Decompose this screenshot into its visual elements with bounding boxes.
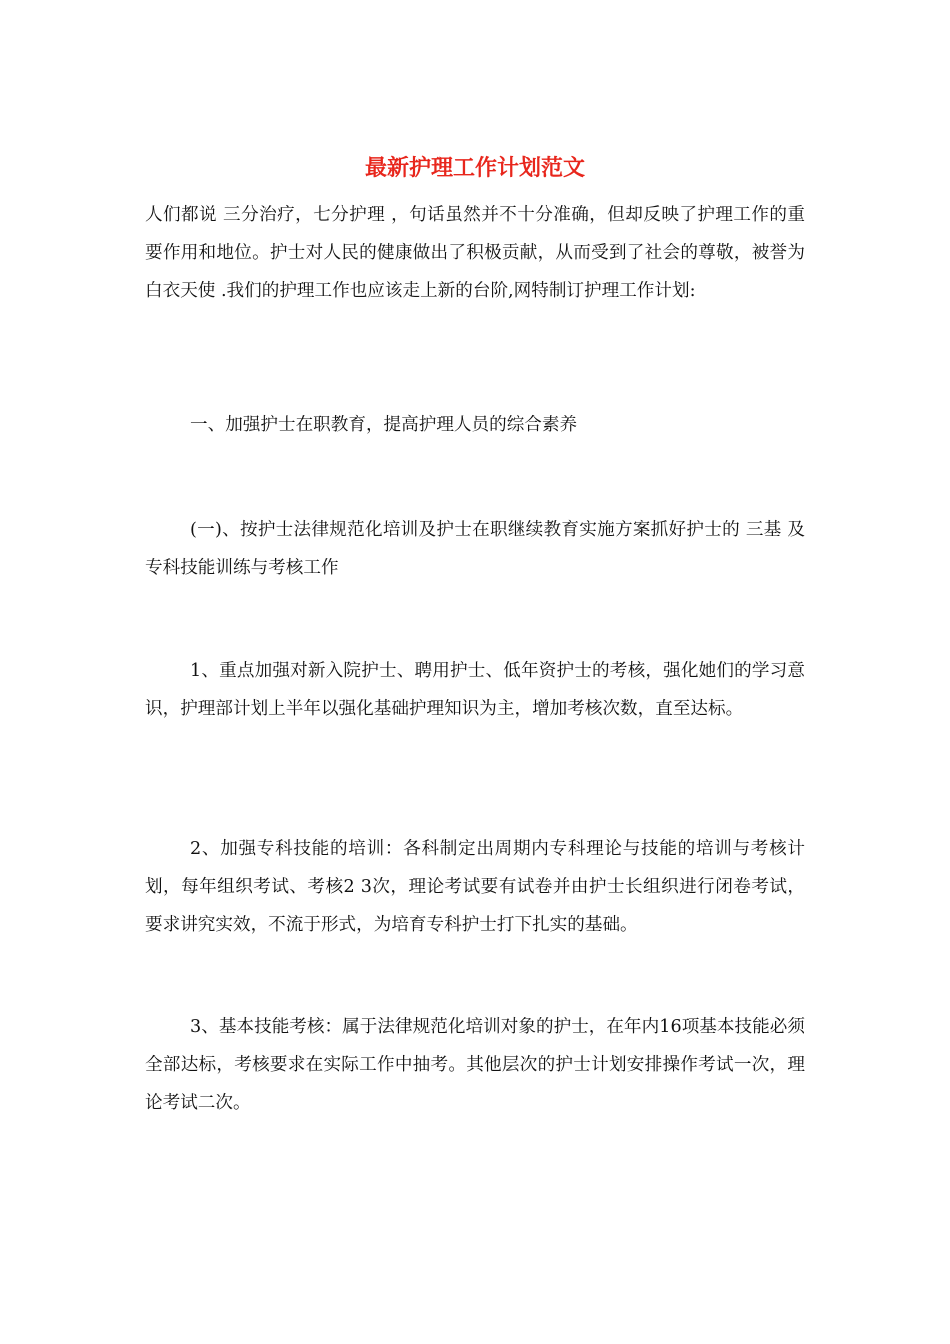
list-item-2: 2、加强专科技能的培训：各科制定出周期内专科理论与技能的培训与考核计划，每年组织考试、考核2 3次，理论考试要有试卷并由护士长组织进行闭卷考试，要求讲究实效，不流于形式，为培育专科护士打下扎实的基础。 (145, 839, 805, 935)
intro-paragraph: 人们都说 三分治疗，七分护理 ，句话虽然并不十分准确，但却反映了护理工作的重要作用和地位。护士对人民的健康做出了积极贡献，从而受到了社会的尊敬，被誉为 白衣天使 .我们的护理工作也应该走上新的台阶,网特制订护理工作计划: (145, 205, 805, 301)
list-item-3: 3、基本技能考核：属于法律规范化培训对象的护士，在年内16项基本技能必须全部达标，考核要求在实际工作中抽考。其他层次的护士计划安排操作考试一次，理论考试二次。 (145, 1017, 805, 1113)
list-item-1: 1、重点加强对新入院护士、聘用护士、低年资护士的考核，强化她们的学习意识，护理部计划上半年以强化基础护理知识为主，增加考核次数，直至达标。 (145, 661, 805, 719)
subsection-paragraph: (一)、按护士法律规范化培训及护士在职继续教育实施方案抓好护士的 三基 及专科技能训练与考核工作 (145, 520, 805, 578)
document-title: 最新护理工作计划范文 (364, 155, 585, 181)
section-heading: 一、加强护士在职教育，提高护理人员的综合素养 (190, 415, 578, 435)
